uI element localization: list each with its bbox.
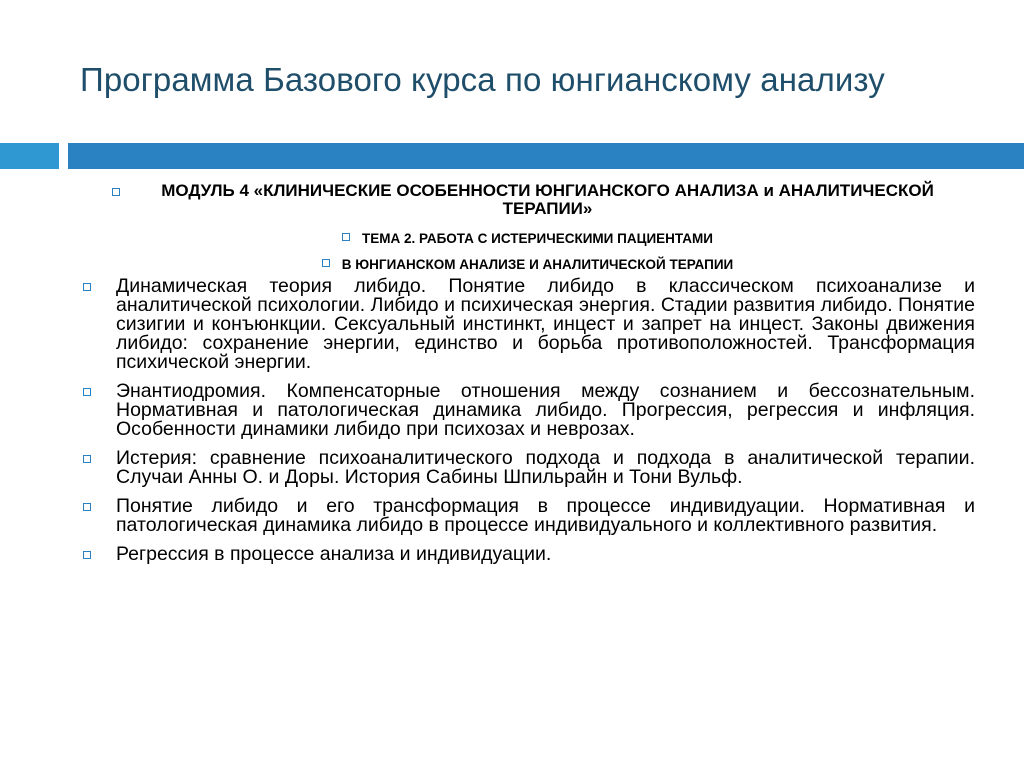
list-item <box>80 277 975 372</box>
topic-row-2 <box>80 256 975 274</box>
list-item-text: Энантиодромия. Компенсаторные отношения между сознанием и бессознательным. Нормативная и патологическая динамика либидо. Прогрессия, регрессия и инфляция. Особенности динамики либидо при психозах и неврозах. <box>116 380 975 440</box>
topic-line-1: ТЕМА 2. РАБОТА С ИСТЕРИЧЕСКИМИ ПАЦИЕНТАМИ <box>362 231 713 246</box>
list-item <box>80 382 975 439</box>
list-item <box>80 449 975 487</box>
accent-bar-left <box>0 143 59 169</box>
square-bullet-icon <box>83 455 91 463</box>
list-item-text: Регрессия в процессе анализа и индивидуации. <box>116 543 552 565</box>
square-bullet-icon <box>83 551 91 559</box>
module-heading-row <box>80 182 975 218</box>
list-item-text: Понятие либидо и его трансформация в процессе индивидуации. Нормативная и патологическая динамика либидо в процессе индивидуального и коллективного развития. <box>116 495 975 536</box>
square-bullet-icon <box>342 233 350 241</box>
square-bullet-icon <box>112 188 120 196</box>
topic-row-1 <box>80 230 975 248</box>
topic-line-2: В ЮНГИАНСКОМ АНАЛИЗЕ И АНАЛИТИЧЕСКОЙ ТЕРАПИИ <box>341 257 734 272</box>
accent-bar-right <box>68 143 1024 169</box>
module-heading: МОДУЛЬ 4 «КЛИНИЧЕСКИЕ ОСОБЕННОСТИ ЮНГИАНСКОГО АНАЛИЗА и АНАЛИТИЧЕСКОЙ ТЕРАПИИ» <box>161 181 934 218</box>
list-item <box>80 497 975 535</box>
slide-content <box>80 182 975 574</box>
slide-title: Программа Базового курса по юнгианскому анализу <box>80 61 885 98</box>
bullet-list <box>80 277 975 564</box>
list-item-text: Истерия: сравнение психоаналитического подхода и подхода в аналитической терапии. Случаи Анны О. и Доры. История Сабины Шпильрайн и Тони Вульф. <box>116 447 975 488</box>
square-bullet-icon <box>83 388 91 396</box>
list-item <box>80 545 975 564</box>
square-bullet-icon <box>83 503 91 511</box>
square-bullet-icon <box>322 259 330 267</box>
square-bullet-icon <box>83 283 91 291</box>
list-item-text: Динамическая теория либидо. Понятие либидо в классическом психоанализе и аналитической психологии. Либидо и психическая энергия. Стадии развития либидо. Понятие сизигии и конъюнкции. Сексуальный инстинкт, инцест и запрет на инцест. Законы движения либидо: сохранение энергии, единство и борьба противоположностей. Трансформация психической энергии. <box>116 275 975 373</box>
